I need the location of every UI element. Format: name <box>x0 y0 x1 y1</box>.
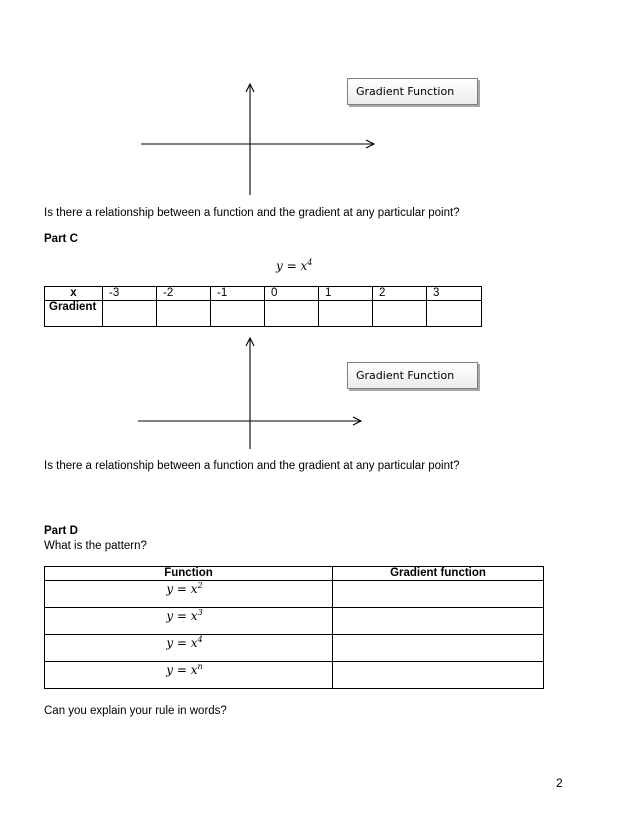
x-value-cell: 1 <box>319 287 373 301</box>
part-c-equation-exponent: 4 <box>307 258 313 267</box>
row-label-gradient: Gradient <box>45 301 103 327</box>
part-d-table-row <box>45 608 544 635</box>
page-number: 2 <box>556 776 563 790</box>
header-function: Function <box>45 567 333 581</box>
part-c-table-row-gradient <box>45 301 482 327</box>
gradient-answer-cell[interactable] <box>211 301 265 327</box>
part-d-table-row <box>45 635 544 662</box>
header-gradient-function: Gradient function <box>333 567 544 581</box>
function-exponent: 2 <box>197 581 203 590</box>
function-exponent: n <box>197 662 203 671</box>
part-d-table <box>44 566 544 689</box>
function-cell <box>45 662 333 689</box>
function-exponent: 4 <box>197 635 203 644</box>
function-base: y = x <box>166 582 198 596</box>
x-value-cell: -3 <box>103 287 157 301</box>
function-base: y = x <box>166 609 198 623</box>
part-d-table-row <box>45 662 544 689</box>
question-pattern: What is the pattern? <box>44 540 147 552</box>
function-cell <box>45 635 333 662</box>
gradient-answer-cell[interactable] <box>319 301 373 327</box>
part-d-table-header <box>45 567 544 581</box>
gradient-answer-cell[interactable] <box>265 301 319 327</box>
x-value-cell: 2 <box>373 287 427 301</box>
x-value-cell: 3 <box>427 287 482 301</box>
function-exponent: 3 <box>197 608 203 617</box>
gradient-function-label-top: Gradient Function <box>347 78 478 105</box>
part-c-equation <box>276 259 312 273</box>
question-relationship-2: Is there a relationship between a function and the gradient at any particular point? <box>44 460 460 472</box>
gradient-answer-cell[interactable] <box>103 301 157 327</box>
row-label-x: x <box>45 287 103 301</box>
function-base: y = x <box>166 663 198 677</box>
question-explain-rule: Can you explain your rule in words? <box>44 705 227 717</box>
gradient-function-answer-cell[interactable] <box>333 608 544 635</box>
question-relationship-1: Is there a relationship between a function and the gradient at any particular point? <box>44 207 460 219</box>
part-c-table <box>44 286 482 327</box>
part-d-table-row <box>45 581 544 608</box>
gradient-function-answer-cell[interactable] <box>333 635 544 662</box>
function-base: y = x <box>166 636 198 650</box>
gradient-answer-cell[interactable] <box>427 301 482 327</box>
gradient-function-answer-cell[interactable] <box>333 581 544 608</box>
gradient-function-answer-cell[interactable] <box>333 662 544 689</box>
gradient-function-label-middle: Gradient Function <box>347 362 478 389</box>
part-d-heading: Part D <box>44 525 78 537</box>
function-cell <box>45 581 333 608</box>
gradient-answer-cell[interactable] <box>157 301 211 327</box>
part-c-heading: Part C <box>44 233 78 245</box>
gradient-answer-cell[interactable] <box>373 301 427 327</box>
part-c-table-row-x <box>45 287 482 301</box>
x-value-cell: 0 <box>265 287 319 301</box>
x-value-cell: -2 <box>157 287 211 301</box>
x-value-cell: -1 <box>211 287 265 301</box>
function-cell <box>45 608 333 635</box>
part-c-equation-base: y = x <box>276 259 308 273</box>
